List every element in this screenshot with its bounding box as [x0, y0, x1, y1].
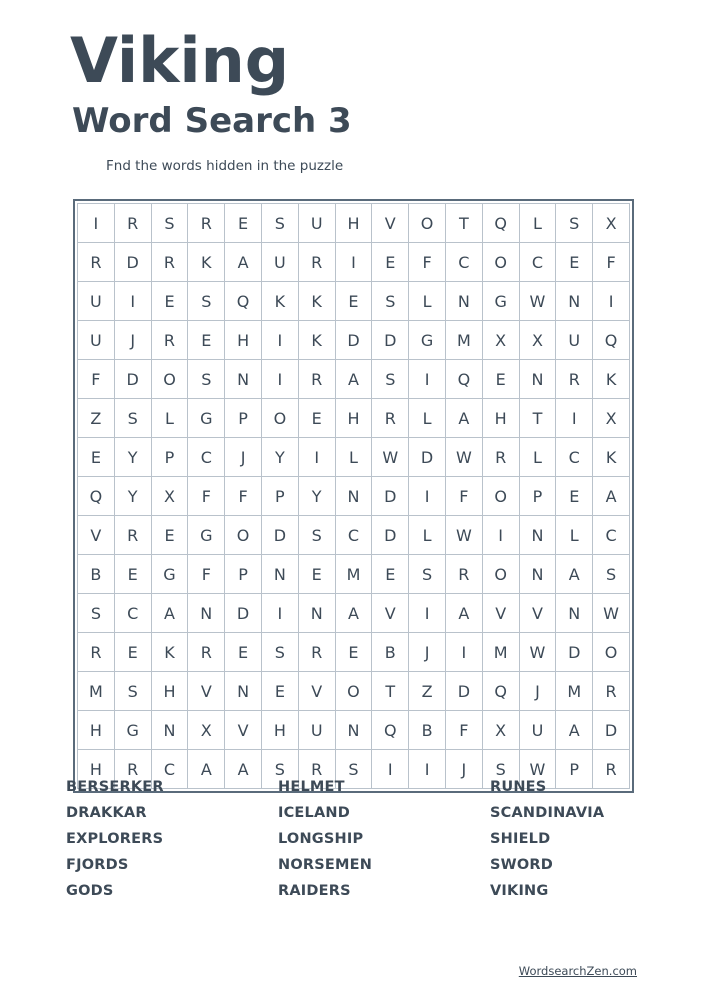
letter-cell[interactable]: L — [409, 516, 446, 555]
letter-cell[interactable]: P — [151, 438, 188, 477]
letter-cell[interactable]: I — [593, 282, 630, 321]
letter-cell[interactable]: V — [225, 711, 262, 750]
letter-cell[interactable]: F — [593, 243, 630, 282]
letter-cell[interactable]: K — [151, 633, 188, 672]
letter-cell[interactable]: R — [593, 750, 630, 789]
letter-cell[interactable]: N — [519, 360, 556, 399]
letter-cell[interactable]: S — [261, 750, 298, 789]
letter-grid-row — [78, 399, 630, 438]
letter-cell[interactable]: S — [556, 204, 593, 243]
letter-cell[interactable]: E — [188, 321, 225, 360]
letter-cell[interactable]: X — [593, 399, 630, 438]
letter-cell[interactable]: N — [519, 516, 556, 555]
letter-cell[interactable]: J — [519, 672, 556, 711]
letter-cell[interactable]: F — [188, 477, 225, 516]
letter-cell[interactable]: W — [372, 438, 409, 477]
letter-cell[interactable]: N — [519, 555, 556, 594]
letter-cell[interactable]: E — [225, 633, 262, 672]
letter-cell[interactable]: A — [225, 750, 262, 789]
letter-cell[interactable]: H — [78, 750, 115, 789]
letter-cell[interactable]: A — [335, 594, 372, 633]
letter-cell[interactable]: Q — [445, 360, 482, 399]
letter-cell[interactable]: M — [556, 672, 593, 711]
letter-grid-body — [78, 204, 630, 789]
letter-grid-table — [77, 203, 630, 789]
letter-cell[interactable]: K — [261, 282, 298, 321]
page-title: Viking — [70, 24, 290, 97]
letter-cell[interactable]: I — [445, 633, 482, 672]
word-item: FJORDS — [66, 857, 129, 873]
letter-cell[interactable]: L — [409, 282, 446, 321]
word-item: NORSEMEN — [278, 857, 373, 873]
letter-cell[interactable]: V — [372, 594, 409, 633]
letter-cell[interactable]: U — [556, 321, 593, 360]
letter-cell[interactable]: F — [225, 477, 262, 516]
letter-cell[interactable]: E — [298, 555, 335, 594]
letter-cell[interactable]: R — [298, 243, 335, 282]
letter-cell[interactable]: A — [151, 594, 188, 633]
letter-cell[interactable]: W — [519, 633, 556, 672]
letter-cell[interactable]: M — [482, 633, 519, 672]
letter-cell[interactable]: O — [482, 243, 519, 282]
letter-cell[interactable]: N — [298, 594, 335, 633]
letter-cell[interactable]: S — [151, 204, 188, 243]
letter-cell[interactable]: S — [372, 360, 409, 399]
letter-cell[interactable]: N — [151, 711, 188, 750]
letter-grid-row — [78, 204, 630, 243]
letter-cell[interactable]: R — [556, 360, 593, 399]
letter-cell[interactable]: D — [225, 594, 262, 633]
letter-cell[interactable]: E — [114, 633, 151, 672]
letter-cell[interactable]: N — [261, 555, 298, 594]
letter-cell[interactable]: N — [556, 594, 593, 633]
word-item: RUNES — [490, 779, 547, 795]
letter-cell[interactable]: E — [482, 360, 519, 399]
letter-cell[interactable]: J — [225, 438, 262, 477]
letter-cell[interactable]: I — [556, 399, 593, 438]
letter-cell[interactable]: R — [114, 204, 151, 243]
letter-grid-row — [78, 477, 630, 516]
letter-cell[interactable]: Z — [78, 399, 115, 438]
page-subtitle: Word Search 3 — [72, 101, 352, 141]
letter-cell[interactable]: S — [298, 516, 335, 555]
letter-cell[interactable]: R — [78, 633, 115, 672]
letter-cell[interactable]: D — [409, 438, 446, 477]
letter-grid-row — [78, 672, 630, 711]
letter-cell[interactable]: A — [225, 243, 262, 282]
letter-cell[interactable]: C — [556, 438, 593, 477]
letter-cell[interactable]: R — [188, 633, 225, 672]
letter-cell[interactable]: R — [298, 750, 335, 789]
letter-cell[interactable]: N — [445, 282, 482, 321]
letter-cell[interactable]: J — [114, 321, 151, 360]
letter-cell[interactable]: J — [445, 750, 482, 789]
letter-cell[interactable]: L — [556, 516, 593, 555]
letter-cell[interactable]: D — [372, 321, 409, 360]
letter-cell[interactable]: C — [188, 438, 225, 477]
letter-cell[interactable]: A — [556, 711, 593, 750]
word-item: DRAKKAR — [66, 805, 147, 821]
word-item: SHIELD — [490, 831, 551, 847]
word-search-grid — [73, 199, 634, 793]
letter-cell[interactable]: A — [445, 594, 482, 633]
word-item: RAIDERS — [278, 883, 351, 899]
letter-cell[interactable]: R — [298, 360, 335, 399]
letter-cell[interactable]: D — [556, 633, 593, 672]
letter-cell[interactable]: R — [114, 516, 151, 555]
letter-cell[interactable]: Q — [78, 477, 115, 516]
word-item: ICELAND — [278, 805, 350, 821]
letter-cell[interactable]: Q — [225, 282, 262, 321]
letter-cell[interactable]: I — [372, 750, 409, 789]
letter-cell[interactable]: D — [335, 321, 372, 360]
letter-cell[interactable]: E — [372, 555, 409, 594]
letter-cell[interactable]: S — [188, 360, 225, 399]
letter-cell[interactable]: G — [188, 399, 225, 438]
letter-cell[interactable]: G — [151, 555, 188, 594]
letter-cell[interactable]: A — [188, 750, 225, 789]
letter-cell[interactable]: H — [225, 321, 262, 360]
letter-cell[interactable]: D — [114, 243, 151, 282]
letter-cell[interactable]: O — [409, 204, 446, 243]
letter-cell[interactable]: N — [225, 672, 262, 711]
letter-grid-row — [78, 516, 630, 555]
letter-cell[interactable]: D — [114, 360, 151, 399]
letter-grid-row — [78, 282, 630, 321]
letter-cell[interactable]: Z — [409, 672, 446, 711]
letter-cell[interactable]: I — [409, 594, 446, 633]
letter-cell[interactable]: V — [482, 594, 519, 633]
letter-cell[interactable]: S — [409, 555, 446, 594]
letter-cell[interactable]: S — [335, 750, 372, 789]
letter-cell[interactable]: H — [261, 711, 298, 750]
letter-cell[interactable]: D — [593, 711, 630, 750]
letter-cell[interactable]: D — [372, 477, 409, 516]
letter-cell[interactable]: E — [556, 243, 593, 282]
letter-cell[interactable]: S — [372, 282, 409, 321]
letter-cell[interactable]: E — [298, 399, 335, 438]
letter-cell[interactable]: F — [445, 711, 482, 750]
letter-cell[interactable]: X — [482, 321, 519, 360]
letter-cell[interactable]: H — [482, 399, 519, 438]
letter-cell[interactable]: R — [445, 555, 482, 594]
letter-cell[interactable]: K — [298, 321, 335, 360]
letter-cell[interactable]: E — [151, 282, 188, 321]
letter-cell[interactable]: U — [298, 711, 335, 750]
letter-cell[interactable]: N — [335, 711, 372, 750]
letter-cell[interactable]: S — [261, 204, 298, 243]
letter-cell[interactable]: I — [78, 204, 115, 243]
letter-cell[interactable]: U — [519, 711, 556, 750]
letter-cell[interactable]: N — [188, 594, 225, 633]
word-list-column-1 — [66, 774, 278, 904]
letter-cell[interactable]: S — [114, 672, 151, 711]
letter-cell[interactable]: B — [372, 633, 409, 672]
letter-grid-row — [78, 633, 630, 672]
letter-cell[interactable]: P — [519, 477, 556, 516]
letter-cell[interactable]: T — [445, 204, 482, 243]
letter-cell[interactable]: P — [225, 399, 262, 438]
letter-cell[interactable]: W — [593, 594, 630, 633]
letter-cell[interactable]: S — [78, 594, 115, 633]
letter-cell[interactable]: E — [556, 477, 593, 516]
letter-cell[interactable]: U — [261, 243, 298, 282]
letter-cell[interactable]: L — [151, 399, 188, 438]
letter-cell[interactable]: R — [298, 633, 335, 672]
letter-cell[interactable]: I — [335, 243, 372, 282]
letter-cell[interactable]: R — [78, 243, 115, 282]
letter-cell[interactable]: G — [482, 282, 519, 321]
letter-cell[interactable]: L — [409, 399, 446, 438]
letter-cell[interactable]: E — [335, 633, 372, 672]
letter-cell[interactable]: S — [188, 282, 225, 321]
letter-cell[interactable]: R — [151, 321, 188, 360]
word-list — [66, 774, 636, 904]
letter-cell[interactable]: I — [482, 516, 519, 555]
letter-cell[interactable]: I — [409, 750, 446, 789]
letter-grid-row — [78, 711, 630, 750]
letter-grid-row — [78, 360, 630, 399]
letter-cell[interactable]: I — [298, 438, 335, 477]
letter-cell[interactable]: W — [445, 438, 482, 477]
letter-cell[interactable]: K — [298, 282, 335, 321]
letter-cell[interactable]: E — [335, 282, 372, 321]
letter-cell[interactable]: E — [78, 438, 115, 477]
letter-cell[interactable]: A — [445, 399, 482, 438]
letter-cell[interactable]: S — [593, 555, 630, 594]
letter-cell[interactable]: U — [298, 204, 335, 243]
letter-cell[interactable]: I — [261, 594, 298, 633]
letter-cell[interactable]: O — [261, 399, 298, 438]
letter-cell[interactable]: C — [445, 243, 482, 282]
letter-cell[interactable]: N — [556, 282, 593, 321]
letter-cell[interactable]: K — [593, 360, 630, 399]
word-item: HELMET — [278, 779, 345, 795]
letter-cell[interactable]: O — [151, 360, 188, 399]
letter-cell[interactable]: H — [335, 399, 372, 438]
letter-cell[interactable]: N — [225, 360, 262, 399]
word-item: GODS — [66, 883, 114, 899]
instructions-text: Fnd the words hidden in the puzzle — [106, 158, 344, 174]
letter-cell[interactable]: D — [372, 516, 409, 555]
letter-cell[interactable]: H — [151, 672, 188, 711]
letter-cell[interactable]: V — [519, 594, 556, 633]
letter-cell[interactable]: L — [519, 438, 556, 477]
letter-cell[interactable]: T — [519, 399, 556, 438]
letter-cell[interactable]: I — [261, 321, 298, 360]
letter-cell[interactable]: T — [372, 672, 409, 711]
letter-cell[interactable]: O — [593, 633, 630, 672]
letter-cell[interactable]: K — [188, 243, 225, 282]
letter-cell[interactable]: E — [261, 672, 298, 711]
letter-cell[interactable]: S — [114, 399, 151, 438]
letter-cell[interactable]: Y — [114, 438, 151, 477]
letter-cell[interactable]: L — [519, 204, 556, 243]
word-list-column-2 — [278, 774, 490, 904]
word-item: VIKING — [490, 883, 549, 899]
letter-cell[interactable]: P — [556, 750, 593, 789]
letter-cell[interactable]: I — [261, 360, 298, 399]
word-list-column-3 — [490, 774, 636, 904]
letter-cell[interactable]: M — [78, 672, 115, 711]
word-item: BERSERKER — [66, 779, 164, 795]
letter-cell[interactable]: D — [445, 672, 482, 711]
letter-cell[interactable]: X — [151, 477, 188, 516]
letter-cell[interactable]: V — [78, 516, 115, 555]
letter-cell[interactable]: O — [335, 672, 372, 711]
letter-cell[interactable]: X — [482, 711, 519, 750]
letter-cell[interactable]: X — [519, 321, 556, 360]
letter-cell[interactable]: D — [261, 516, 298, 555]
letter-cell[interactable]: A — [556, 555, 593, 594]
word-item: EXPLORERS — [66, 831, 164, 847]
letter-cell[interactable]: V — [298, 672, 335, 711]
letter-cell[interactable]: Q — [372, 711, 409, 750]
letter-cell[interactable]: F — [445, 477, 482, 516]
letter-cell[interactable]: M — [445, 321, 482, 360]
letter-cell[interactable]: F — [188, 555, 225, 594]
letter-cell[interactable]: Q — [482, 204, 519, 243]
letter-cell[interactable]: V — [372, 204, 409, 243]
letter-cell[interactable]: R — [114, 750, 151, 789]
letter-cell[interactable]: Y — [261, 438, 298, 477]
letter-cell[interactable]: O — [482, 555, 519, 594]
letter-cell[interactable]: M — [335, 555, 372, 594]
letter-cell[interactable]: U — [78, 282, 115, 321]
footer-link[interactable]: WordsearchZen.com — [518, 964, 637, 978]
letter-cell[interactable]: O — [225, 516, 262, 555]
letter-cell[interactable]: X — [188, 711, 225, 750]
letter-cell[interactable]: I — [114, 282, 151, 321]
word-item: SWORD — [490, 857, 553, 873]
letter-cell[interactable]: F — [78, 360, 115, 399]
letter-cell[interactable]: H — [335, 204, 372, 243]
letter-grid-row — [78, 321, 630, 360]
letter-cell[interactable]: G — [409, 321, 446, 360]
letter-cell[interactable]: L — [335, 438, 372, 477]
letter-cell[interactable]: H — [78, 711, 115, 750]
letter-cell[interactable]: Y — [298, 477, 335, 516]
letter-cell[interactable]: U — [78, 321, 115, 360]
letter-cell[interactable]: Q — [593, 321, 630, 360]
letter-cell[interactable]: A — [593, 477, 630, 516]
letter-cell[interactable]: C — [114, 594, 151, 633]
letter-cell[interactable]: R — [593, 672, 630, 711]
letter-cell[interactable]: E — [372, 243, 409, 282]
letter-cell[interactable]: W — [519, 282, 556, 321]
letter-cell[interactable]: A — [335, 360, 372, 399]
letter-cell[interactable]: B — [409, 711, 446, 750]
letter-cell[interactable]: C — [519, 243, 556, 282]
letter-cell[interactable]: P — [261, 477, 298, 516]
letter-cell[interactable]: B — [78, 555, 115, 594]
letter-cell[interactable]: I — [409, 477, 446, 516]
letter-cell[interactable]: R — [372, 399, 409, 438]
word-item: LONGSHIP — [278, 831, 364, 847]
letter-cell[interactable]: V — [188, 672, 225, 711]
letter-cell[interactable]: C — [335, 516, 372, 555]
letter-cell[interactable]: R — [188, 204, 225, 243]
letter-cell[interactable]: E — [151, 516, 188, 555]
letter-cell[interactable]: E — [114, 555, 151, 594]
letter-cell[interactable]: R — [482, 438, 519, 477]
letter-cell[interactable]: W — [445, 516, 482, 555]
letter-cell[interactable]: W — [519, 750, 556, 789]
letter-cell[interactable]: K — [593, 438, 630, 477]
letter-cell[interactable]: R — [151, 243, 188, 282]
letter-cell[interactable]: G — [114, 711, 151, 750]
letter-cell[interactable]: E — [225, 204, 262, 243]
letter-cell[interactable]: Q — [482, 672, 519, 711]
letter-grid-row — [78, 438, 630, 477]
letter-cell[interactable]: S — [261, 633, 298, 672]
letter-cell[interactable]: F — [409, 243, 446, 282]
letter-cell[interactable]: I — [409, 360, 446, 399]
word-item: SCANDINAVIA — [490, 805, 605, 821]
letter-grid-row — [78, 243, 630, 282]
letter-cell[interactable]: N — [335, 477, 372, 516]
letter-cell[interactable]: C — [593, 516, 630, 555]
letter-cell[interactable]: J — [409, 633, 446, 672]
letter-grid-row — [78, 594, 630, 633]
letter-cell[interactable]: X — [593, 204, 630, 243]
letter-cell[interactable]: C — [151, 750, 188, 789]
letter-cell[interactable]: S — [482, 750, 519, 789]
letter-cell[interactable]: O — [482, 477, 519, 516]
letter-cell[interactable]: P — [225, 555, 262, 594]
letter-cell[interactable]: Y — [114, 477, 151, 516]
letter-grid-row — [78, 555, 630, 594]
letter-cell[interactable]: G — [188, 516, 225, 555]
